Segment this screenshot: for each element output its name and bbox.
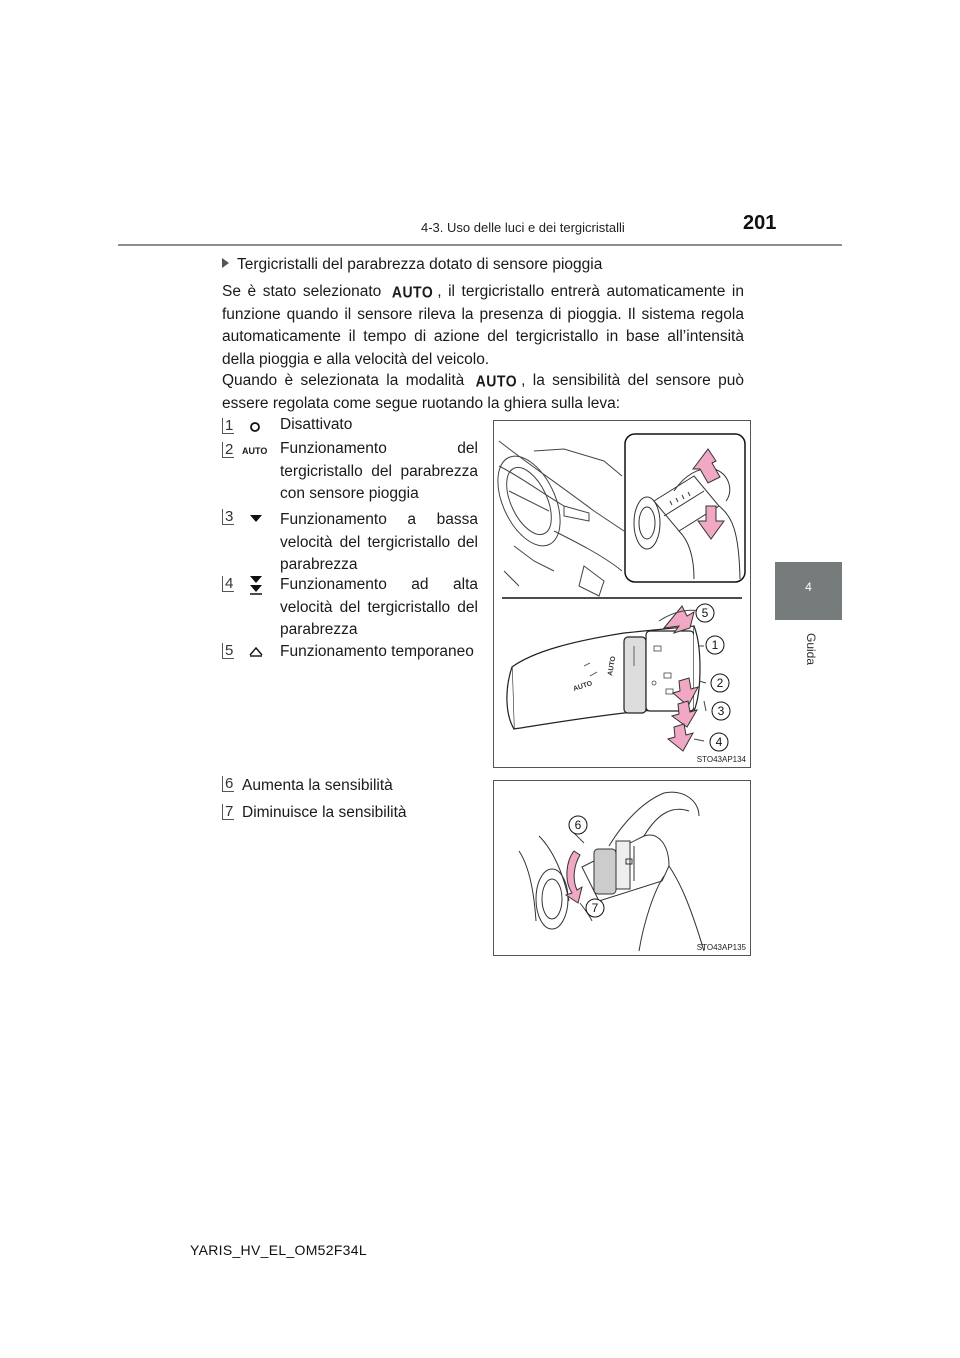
chapter-tab — [775, 562, 842, 620]
auto-symbol: AUTO — [391, 282, 434, 302]
paragraph-text: Se è stato selezionato — [222, 283, 382, 300]
header-divider — [118, 244, 842, 246]
sensitivity-text: Aumenta la sensibilità — [242, 777, 393, 794]
triangle-bullet-icon — [222, 258, 229, 268]
off-circle-icon — [242, 419, 270, 435]
item-text: Funzionamento temporaneo — [280, 643, 474, 660]
section-title: 4-3. Uso delle luci e dei tergicristalli — [421, 220, 625, 235]
item-number: 1 — [222, 418, 234, 434]
callout-7: 7 — [591, 901, 599, 915]
item-number: 7 — [222, 804, 234, 820]
wiper-lever-illustration — [494, 421, 750, 767]
callout-5: 5 — [701, 606, 709, 620]
page-number: 201 — [743, 212, 777, 234]
figure-code: STO43AP135 — [696, 943, 746, 952]
item-text: Funzionamento a bassa velocità del tergicristallo del parabrezza — [280, 511, 478, 573]
paragraph-text: , la sensibilità del sensore può essere regolata come segue ruotando la ghiera sulla leva: — [222, 372, 745, 412]
auto-mode-icon: AUTO — [242, 446, 268, 456]
callout-2: 2 — [716, 676, 724, 690]
low-speed-icon — [242, 511, 270, 527]
sensitivity-text: Diminuisce la sensibilità — [242, 804, 407, 821]
callout-4: 4 — [715, 735, 723, 749]
mist-icon — [242, 644, 270, 660]
lever-auto-label: AUTO — [572, 680, 594, 693]
paragraph-text: , il tergicristallo entrerà automaticamente in funzione quando il sensore rileva la presenza di pioggia. Il sistema regola automaticamente il tempo di azione del tergicristallo in base all’intensità della pioggia e alla velocità del veicolo. — [222, 283, 744, 368]
auto-symbol: AUTO — [475, 371, 518, 391]
paragraph-sensitivity — [222, 370, 744, 415]
item-number: 6 — [222, 776, 234, 792]
lever-auto-label: AUTO — [607, 655, 618, 677]
item-number: 5 — [222, 643, 234, 659]
sensitivity-dial-illustration — [494, 781, 750, 955]
item-number: 2 — [222, 442, 234, 458]
subheading-text: Tergicristalli del parabrezza dotato di sensore pioggia — [237, 256, 603, 273]
callout-3: 3 — [717, 704, 725, 718]
item-number: 4 — [222, 576, 234, 592]
item-number: 3 — [222, 509, 234, 525]
item-text: Disattivato — [280, 416, 353, 433]
figure-sensitivity-dial — [493, 780, 751, 956]
chapter-number: 4 — [805, 580, 812, 594]
paragraph-rain-sensor — [222, 281, 744, 371]
paragraph-text: Quando è selezionata la modalità — [222, 372, 465, 389]
figure-code: STO43AP134 — [696, 755, 746, 764]
item-text: Funzionamento del tergicristallo del parabrezza con sensore pioggia — [280, 440, 478, 502]
chapter-label: Guida — [804, 633, 818, 666]
callout-6: 6 — [574, 818, 582, 832]
callout-1: 1 — [711, 638, 719, 652]
high-speed-icon — [242, 574, 270, 596]
subheading — [222, 256, 602, 274]
figure-wiper-lever — [493, 420, 751, 768]
document-code: YARIS_HV_EL_OM52F34L — [190, 1242, 367, 1258]
item-text: Funzionamento ad alta velocità del tergicristallo del parabrezza — [280, 576, 478, 638]
